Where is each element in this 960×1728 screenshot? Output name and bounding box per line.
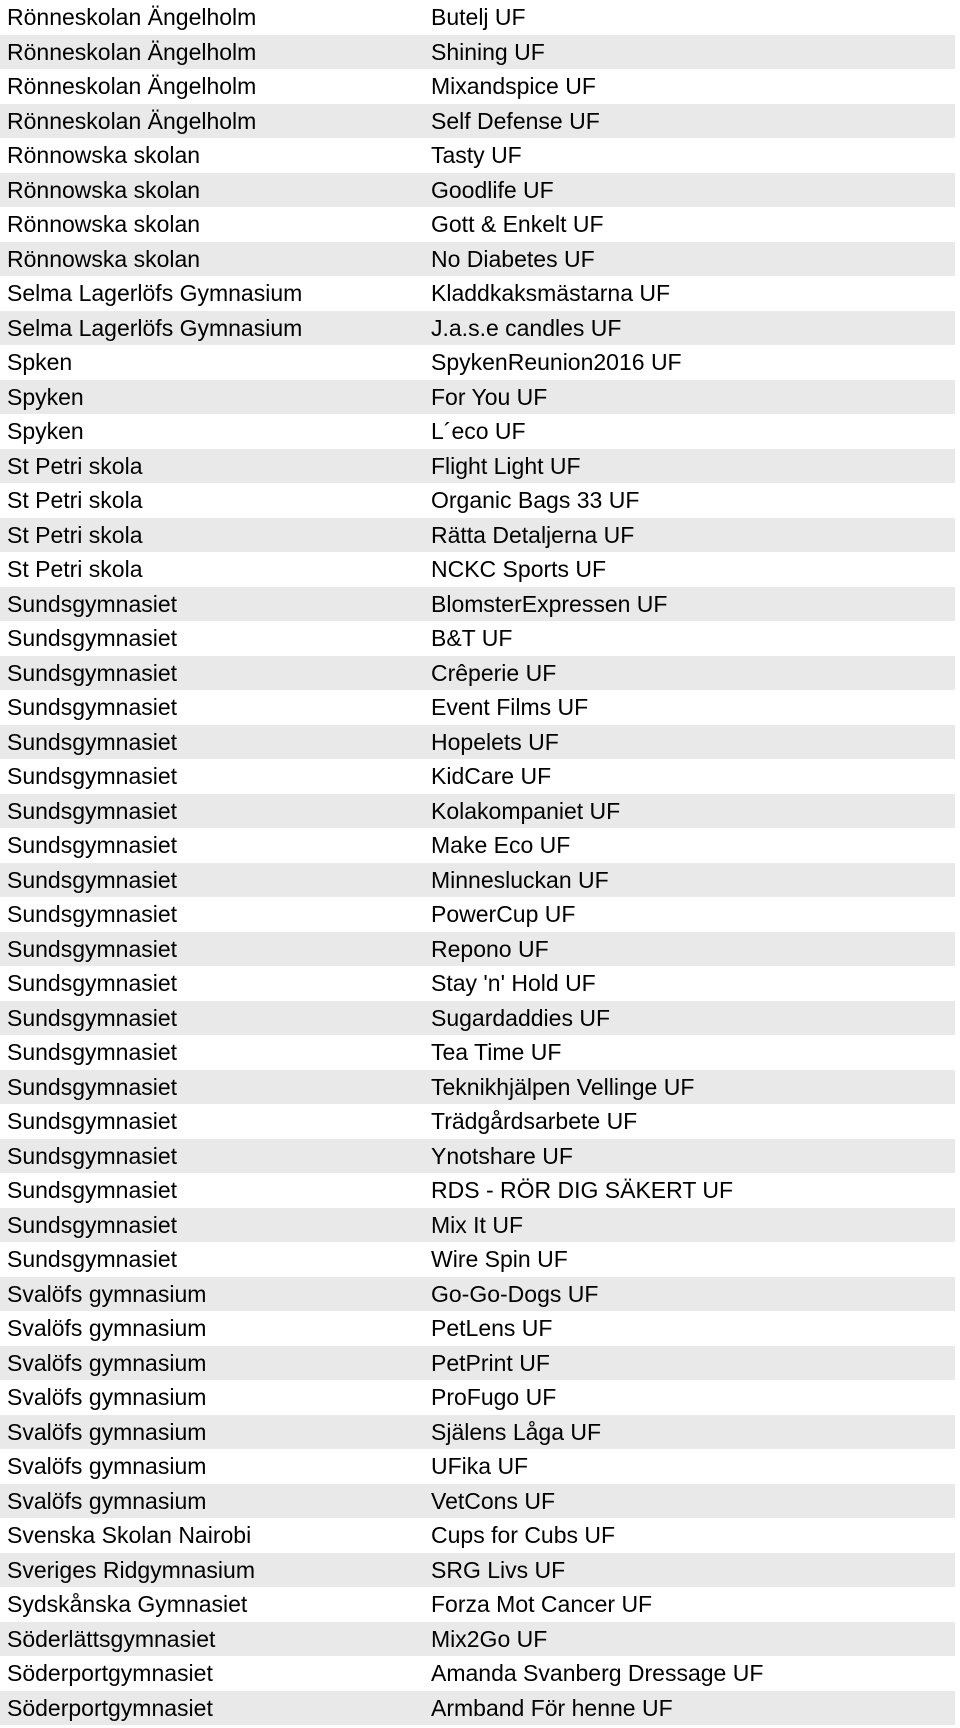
table-row [0, 1139, 955, 1174]
company-cell: KidCare UF [431, 763, 552, 789]
table-row [0, 207, 955, 242]
company-cell: PetPrint UF [431, 1349, 550, 1376]
company-cell: Rätta Detaljerna UF [431, 521, 635, 548]
school-cell: Sveriges Ridgymnasium [7, 1556, 255, 1583]
school-cell: Rönnowska skolan [7, 142, 201, 168]
company-cell: Cups for Cubs UF [431, 1522, 616, 1548]
table-row [0, 69, 955, 104]
school-cell: Sundsgymnasiet [7, 935, 178, 962]
school-cell: Spyken [7, 383, 84, 410]
school-cell: St Petri skola [7, 521, 143, 548]
company-cell: Kladdkaksmästarna UF [431, 280, 671, 306]
company-cell: Stay 'n' Hold UF [431, 970, 596, 996]
school-cell: Sundsgymnasiet [7, 1108, 178, 1134]
table-row [0, 1035, 955, 1070]
table-row [0, 863, 955, 898]
table-row [0, 1484, 955, 1519]
table-row [0, 138, 955, 173]
company-cell: BlomsterExpressen UF [431, 590, 668, 617]
company-cell: Crêperie UF [431, 659, 557, 686]
school-cell: Sundsgymnasiet [7, 694, 178, 720]
company-cell: ProFugo UF [431, 1384, 557, 1410]
school-cell: Söderportgymnasiet [7, 1660, 213, 1686]
table-row [0, 1208, 955, 1243]
school-cell: Sundsgymnasiet [7, 763, 178, 789]
company-cell: Sugardaddies UF [431, 1004, 610, 1031]
company-cell: Shining UF [431, 38, 545, 65]
table-row [0, 828, 955, 863]
school-cell: Söderlättsgymnasiet [7, 1625, 216, 1652]
school-cell: Rönnowska skolan [7, 245, 201, 272]
table-row [0, 1518, 955, 1553]
school-cell: Sundsgymnasiet [7, 832, 178, 858]
school-cell: St Petri skola [7, 487, 143, 513]
table-row [0, 1242, 955, 1277]
school-cell: Rönneskolan Ängelholm [7, 38, 257, 65]
company-cell: Mix It UF [431, 1211, 523, 1238]
company-cell: VetCons UF [431, 1487, 555, 1514]
school-cell: Sundsgymnasiet [7, 728, 178, 755]
company-cell: J.a.s.e candles UF [431, 314, 622, 341]
table-row [0, 1622, 955, 1657]
school-cell: Sydskånska Gymnasiet [7, 1591, 248, 1617]
table-row [0, 725, 955, 760]
school-cell: Sundsgymnasiet [7, 625, 178, 651]
school-cell: Selma Lagerlöfs Gymnasium [7, 280, 303, 306]
company-cell: NCKC Sports UF [431, 556, 607, 582]
company-cell: Butelj UF [431, 4, 526, 30]
table-row [0, 35, 955, 70]
company-cell: Minnesluckan UF [431, 866, 609, 893]
school-cell: Selma Lagerlöfs Gymnasium [7, 314, 303, 341]
company-cell: L´eco UF [431, 418, 526, 444]
school-cell: Spyken [7, 418, 84, 444]
company-cell: SRG Livs UF [431, 1556, 566, 1583]
table-row [0, 414, 955, 449]
school-cell: Rönnowska skolan [7, 211, 201, 237]
company-cell: Flight Light UF [431, 452, 581, 479]
table-row [0, 518, 955, 553]
school-cell: Svalöfs gymnasium [7, 1280, 207, 1307]
school-cell: St Petri skola [7, 556, 143, 582]
table-row [0, 1277, 955, 1312]
company-cell: Wire Spin UF [431, 1246, 568, 1272]
school-cell: Sundsgymnasiet [7, 1177, 178, 1203]
table-row [0, 656, 955, 691]
table-row [0, 897, 955, 932]
table-row [0, 1001, 955, 1036]
table-row [0, 966, 955, 1001]
school-cell: Svalöfs gymnasium [7, 1349, 207, 1376]
company-cell: Mix2Go UF [431, 1625, 548, 1652]
company-cell: Gott & Enkelt UF [431, 211, 604, 237]
table-row [0, 311, 955, 346]
company-cell: UFika UF [431, 1453, 529, 1479]
table-row [0, 932, 955, 967]
company-cell: Ynotshare UF [431, 1142, 573, 1169]
company-cell: Event Films UF [431, 694, 589, 720]
school-cell: Sundsgymnasiet [7, 1073, 178, 1100]
company-cell: RDS - RÖR DIG SÄKERT UF [431, 1177, 734, 1203]
company-cell: Tea Time UF [431, 1039, 562, 1065]
company-cell: PowerCup UF [431, 901, 576, 927]
company-cell: Make Eco UF [431, 832, 571, 858]
company-cell: Amanda Svanberg Dressage UF [431, 1660, 764, 1686]
school-cell: Rönneskolan Ängelholm [7, 73, 257, 99]
table-row [0, 552, 955, 587]
table-row [0, 1380, 955, 1415]
company-cell: Armband För henne UF [431, 1694, 673, 1721]
school-cell: Sundsgymnasiet [7, 1039, 178, 1065]
company-cell: Goodlife UF [431, 176, 554, 203]
table-row [0, 1553, 955, 1588]
company-cell: Tasty UF [431, 142, 522, 168]
school-cell: Rönneskolan Ängelholm [7, 107, 257, 134]
school-cell: Rönneskolan Ängelholm [7, 4, 257, 30]
company-cell: Trädgårdsarbete UF [431, 1108, 638, 1134]
company-cell: Teknikhjälpen Vellinge UF [431, 1073, 695, 1100]
table-row [0, 621, 955, 656]
table-row [0, 1070, 955, 1105]
table-row [0, 587, 955, 622]
table-row [0, 345, 955, 380]
table-row [0, 242, 955, 277]
table-row [0, 794, 955, 829]
school-cell: Svalöfs gymnasium [7, 1315, 207, 1341]
company-cell: SpykenReunion2016 UF [431, 349, 682, 375]
school-cell: Sundsgymnasiet [7, 590, 178, 617]
company-cell: PetLens UF [431, 1315, 553, 1341]
table-row [0, 690, 955, 725]
company-cell: Self Defense UF [431, 107, 600, 134]
company-cell: Kolakompaniet UF [431, 797, 621, 824]
company-cell: Forza Mot Cancer UF [431, 1591, 653, 1617]
table-row [0, 0, 955, 35]
school-cell: Sundsgymnasiet [7, 1004, 178, 1031]
company-cell: B&T UF [431, 625, 513, 651]
table-row [0, 1173, 955, 1208]
school-cell: Sundsgymnasiet [7, 797, 178, 824]
company-cell: Hopelets UF [431, 728, 559, 755]
company-cell: Organic Bags 33 UF [431, 487, 640, 513]
company-cell: Själens Låga UF [431, 1418, 602, 1445]
table-row [0, 104, 955, 139]
school-cell: Svalöfs gymnasium [7, 1453, 207, 1479]
school-cell: Söderportgymnasiet [7, 1694, 213, 1721]
school-cell: Sundsgymnasiet [7, 970, 178, 996]
table-row [0, 1311, 955, 1346]
table-row [0, 1656, 955, 1691]
school-cell: Sundsgymnasiet [7, 659, 178, 686]
company-cell: For You UF [431, 383, 548, 410]
table-row [0, 759, 955, 794]
school-cell: Rönnowska skolan [7, 176, 201, 203]
school-cell: Svalöfs gymnasium [7, 1487, 207, 1514]
table-row [0, 1691, 955, 1726]
school-cell: Svalöfs gymnasium [7, 1384, 207, 1410]
table-row [0, 449, 955, 484]
school-cell: Sundsgymnasiet [7, 866, 178, 893]
school-cell: Sundsgymnasiet [7, 1246, 178, 1272]
school-cell: Svenska Skolan Nairobi [7, 1522, 252, 1548]
table-row [0, 173, 955, 208]
table-row [0, 1449, 955, 1484]
company-cell: No Diabetes UF [431, 245, 595, 272]
table-row [0, 1587, 955, 1622]
table-row [0, 1104, 955, 1139]
table-row [0, 1346, 955, 1381]
school-cell: Sundsgymnasiet [7, 901, 178, 927]
school-cell: St Petri skola [7, 452, 143, 479]
company-cell: Repono UF [431, 935, 549, 962]
company-cell: Mixandspice UF [431, 73, 596, 99]
school-cell: Svalöfs gymnasium [7, 1418, 207, 1445]
table-row [0, 483, 955, 518]
table-row [0, 380, 955, 415]
school-cell: Sundsgymnasiet [7, 1211, 178, 1238]
company-cell: Go-Go-Dogs UF [431, 1280, 599, 1307]
table-row [0, 276, 955, 311]
school-cell: Sundsgymnasiet [7, 1142, 178, 1169]
table-row [0, 1415, 955, 1450]
school-cell: Spken [7, 349, 73, 375]
